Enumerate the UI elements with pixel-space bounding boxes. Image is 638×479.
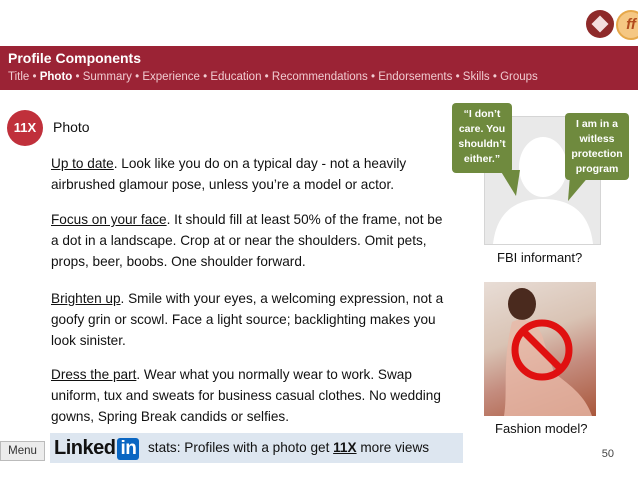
menu-button[interactable]: Menu <box>0 441 45 461</box>
paragraph-brighten: Brighten up. Smile with your eyes, a welcoming expression, not a goofy grin or scowl. Face a light source; backlighting makes you look sinister. <box>51 291 444 348</box>
breadcrumb-item: Title <box>8 71 30 83</box>
breadcrumb-separator: • <box>72 71 83 83</box>
breadcrumb-item: Summary <box>82 71 132 83</box>
breadcrumb-item: Photo <box>39 71 73 83</box>
breadcrumb-item: Skills <box>462 71 490 83</box>
page-title: Profile Components <box>8 50 142 66</box>
fashion-photo <box>484 282 596 416</box>
breadcrumb-item: Endorsements <box>378 71 453 83</box>
bubble-tail-left <box>490 170 530 200</box>
breadcrumb-item: Experience <box>142 71 200 83</box>
paragraph-up-to-date: Up to date. Look like you do on a typical day - not a heavily airbrushed glamour pose, unless you’re a model or actor. <box>51 156 407 192</box>
speech-bubble-right: I am in a witless protection program <box>565 113 629 180</box>
breadcrumb-item: Recommendations <box>271 71 368 83</box>
ff-logo-icon: ff <box>616 10 638 40</box>
diamond-logo-icon <box>586 10 614 38</box>
breadcrumb-item: Groups <box>500 71 538 83</box>
multiplier-badge: 11X <box>7 110 43 146</box>
breadcrumb-item: Education <box>210 71 262 83</box>
breadcrumb-separator: • <box>29 71 40 83</box>
breadcrumb-separator: • <box>367 71 379 83</box>
breadcrumb <box>8 71 538 83</box>
paragraph-focus: Focus on your face. It should fill at least 50% of the frame, not be a dot in a landscape. Crop at or near the shoulders. Omit pets, props, beer, boobs. One shoulder forward. <box>51 212 443 269</box>
stats-bar <box>50 433 463 463</box>
bubble-tail-right <box>560 175 600 205</box>
paragraph-dress: Dress the part. Wear what you normally wear to work. Swap uniform, tux and sweats for business casual clothes. No wedding gowns, Spring Break candids or selfies. <box>51 367 441 424</box>
breadcrumb-separator: • <box>131 71 143 83</box>
caption-model: Fashion model? <box>495 421 588 436</box>
breadcrumb-separator: • <box>489 71 501 83</box>
breadcrumb-separator: • <box>452 71 463 83</box>
breadcrumb-separator: • <box>199 71 211 83</box>
speech-bubble-left: “I don’t care. You shouldn’t either.” <box>452 103 512 173</box>
caption-fbi: FBI informant? <box>497 250 583 265</box>
section-title: Photo <box>53 119 90 135</box>
page-number: 50 <box>601 448 614 460</box>
breadcrumb-separator: • <box>261 71 272 83</box>
stats-text: stats: Profiles with a photo get 11X more views <box>148 440 430 455</box>
prohibited-icon <box>510 318 574 382</box>
linkedin-logo: Linked in <box>54 437 139 460</box>
